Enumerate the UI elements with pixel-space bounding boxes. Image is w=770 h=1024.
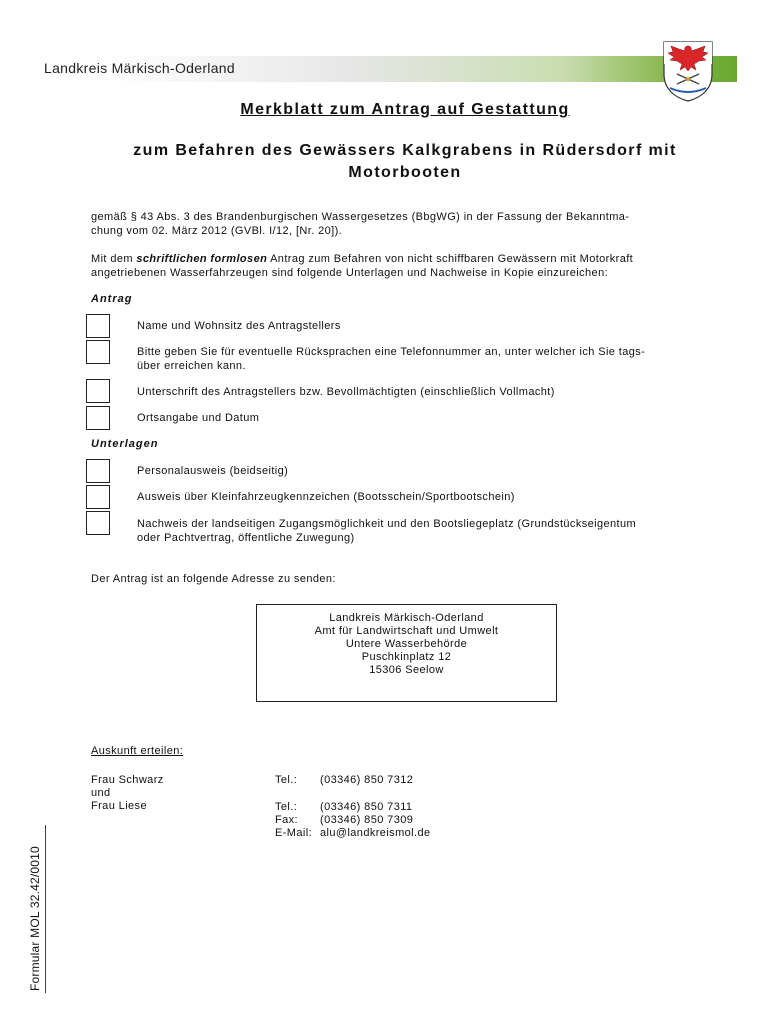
checklist-item: Ausweis über Kleinfahrzeugkennzeichen (Bootsschein/Sportbootschein) (137, 491, 515, 503)
legal-basis-paragraph: gemäß § 43 Abs. 3 des Brandenburgischen Wassergesetzes (BbgWG) in der Fassung der Bekanntma- chung vom 02. März 2012 (GVBl. I/12, [Nr. 20]). (91, 211, 630, 237)
checklist-item: Nachweis der landseitigen Zugangsmöglichkeit und den Bootsliegeplatz (Grundstückseigentum oder Pachtvertrag, öffentliche Zuwegung) (137, 518, 637, 544)
send-to-intro: Der Antrag ist an folgende Adresse zu senden: (91, 573, 336, 585)
requirements-paragraph: Mit dem schriftlichen formlosen Antrag zum Befahren von nicht schiffbaren Gewässern mit Motorkraft angetriebenen Wasserfahrzeugen sind folgende Unterlagen und Nachweise in Kopie einzureichen: (91, 253, 634, 279)
contact-person: Frau Schwarz (91, 774, 164, 786)
checkbox-ortsangabe-datum[interactable] (86, 406, 110, 430)
section-heading-unterlagen: Unterlagen (91, 438, 159, 450)
address-line: Amt für Landwirtschaft und Umwelt (314, 625, 499, 637)
coat-of-arms-icon (662, 40, 714, 102)
sidebar-divider (45, 825, 46, 993)
checkbox-bootsschein[interactable] (86, 485, 110, 509)
contact-conjunction: und (91, 787, 111, 799)
checkbox-name-wohnsitz[interactable] (86, 314, 110, 338)
checkbox-personalausweis[interactable] (86, 459, 110, 483)
address-line: Untere Wasserbehörde (345, 638, 468, 650)
address-box (256, 604, 557, 702)
contact-heading: Auskunft erteilen: (91, 745, 184, 757)
email-link[interactable]: alu@landkreismol.de (320, 827, 431, 839)
contact-label: E-Mail: (275, 827, 313, 839)
phone-number: (03346) 850 7312 (320, 774, 414, 786)
phone-number: (03346) 850 7311 (320, 801, 413, 813)
fax-number: (03346) 850 7309 (320, 814, 414, 826)
address-line: 15306 Seelow (369, 664, 444, 676)
contact-label: Tel.: (275, 774, 298, 786)
checkbox-telefonnummer[interactable] (86, 340, 110, 364)
checkbox-unterschrift[interactable] (86, 379, 110, 403)
checkbox-zugangsnachweis[interactable] (86, 511, 110, 535)
checklist-item: Unterschrift des Antragstellers bzw. Bevollmächtigten (einschließlich Vollmacht) (137, 386, 555, 398)
section-heading-antrag: Antrag (91, 293, 133, 305)
checklist-item: Bitte geben Sie für eventuelle Rücksprachen eine Telefonnummer an, unter welcher ich Sie tags- über erreichen kann. (137, 346, 646, 372)
checklist-item: Ortsangabe und Datum (137, 412, 260, 424)
contact-label: Fax: (275, 814, 298, 826)
address-line: Puschkinplatz 12 (361, 651, 452, 663)
checklist-item: Name und Wohnsitz des Antragstellers (137, 320, 341, 332)
authority-name: Landkreis Märkisch-Oderland (44, 60, 235, 76)
form-number: Formular MOL 32.42/0010 (28, 846, 42, 991)
contact-label: Tel.: (275, 801, 298, 813)
header-banner (40, 56, 737, 82)
checklist-item: Personalausweis (beidseitig) (137, 465, 289, 477)
contact-person: Frau Liese (91, 800, 147, 812)
document-title: Merkblatt zum Antrag auf Gestattung (240, 101, 570, 118)
address-line: Landkreis Märkisch-Oderland (329, 612, 484, 624)
document-subtitle: zum Befahren des Gewässers Kalkgrabens in Rüdersdorf mit Motorbooten (133, 142, 677, 181)
contact-persons (91, 774, 164, 813)
